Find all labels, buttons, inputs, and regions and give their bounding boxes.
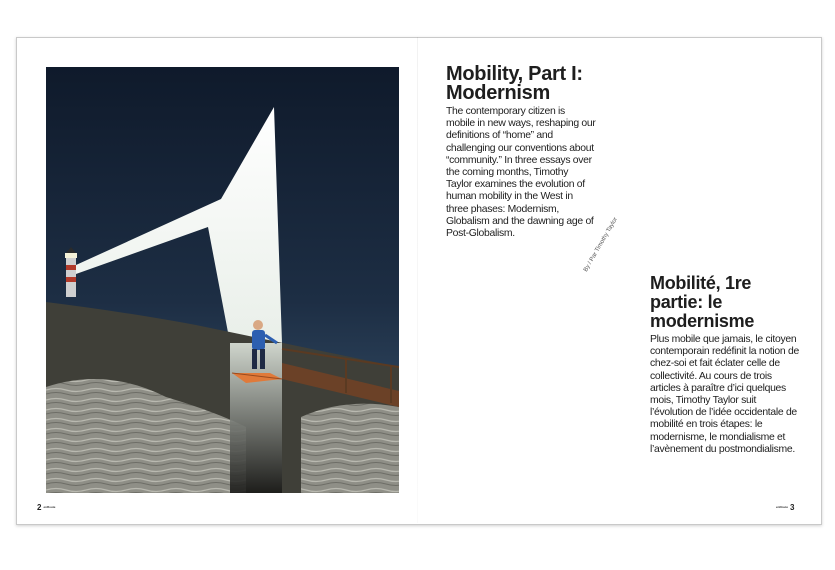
byline: By / Par Timothy Taylor (583, 216, 619, 273)
french-title: Mobilité, 1re partie: le modernisme (650, 273, 755, 331)
folio-left (37, 503, 55, 512)
french-standfirst: Plus mobile que jamais, le citoyen contemporain redéfinit la notion de chez-soi et fait éclater celle de collectivité. Au cours de trois articles à paraître d’ici quelques mois, Timothy Taylor suit l’évolution de l’idée occidentale de mobilité en trois étapes: le modernisme, le mondialisme et l’avènement du postmondialisme. (650, 334, 799, 455)
english-title (446, 65, 636, 103)
page-gutter (417, 37, 418, 523)
illustration-lighthouse-beam (46, 67, 399, 493)
magazine-logo-icon: enRoute (43, 505, 56, 509)
english-title-line-1: Mobility, Part I: (446, 63, 583, 85)
english-standfirst: The contemporary citizen is mobile in new ways, reshaping our definitions of “home” and challenging our conventions about “community.” In three essays over the coming months, Timothy Taylor examines the evolution of human mobility in the West in three phases: Modernism, Globalism and the dawning age of Post-Globalism. (446, 106, 596, 240)
page-number-left: 2 (37, 503, 42, 512)
rock-strata-right (301, 404, 399, 493)
folio-right (776, 503, 794, 512)
english-title-line-2: Modernism (446, 82, 550, 104)
magazine-logo-icon: enRoute (776, 505, 788, 509)
lighthouse (65, 247, 77, 297)
page-number-right: 3 (790, 503, 795, 512)
